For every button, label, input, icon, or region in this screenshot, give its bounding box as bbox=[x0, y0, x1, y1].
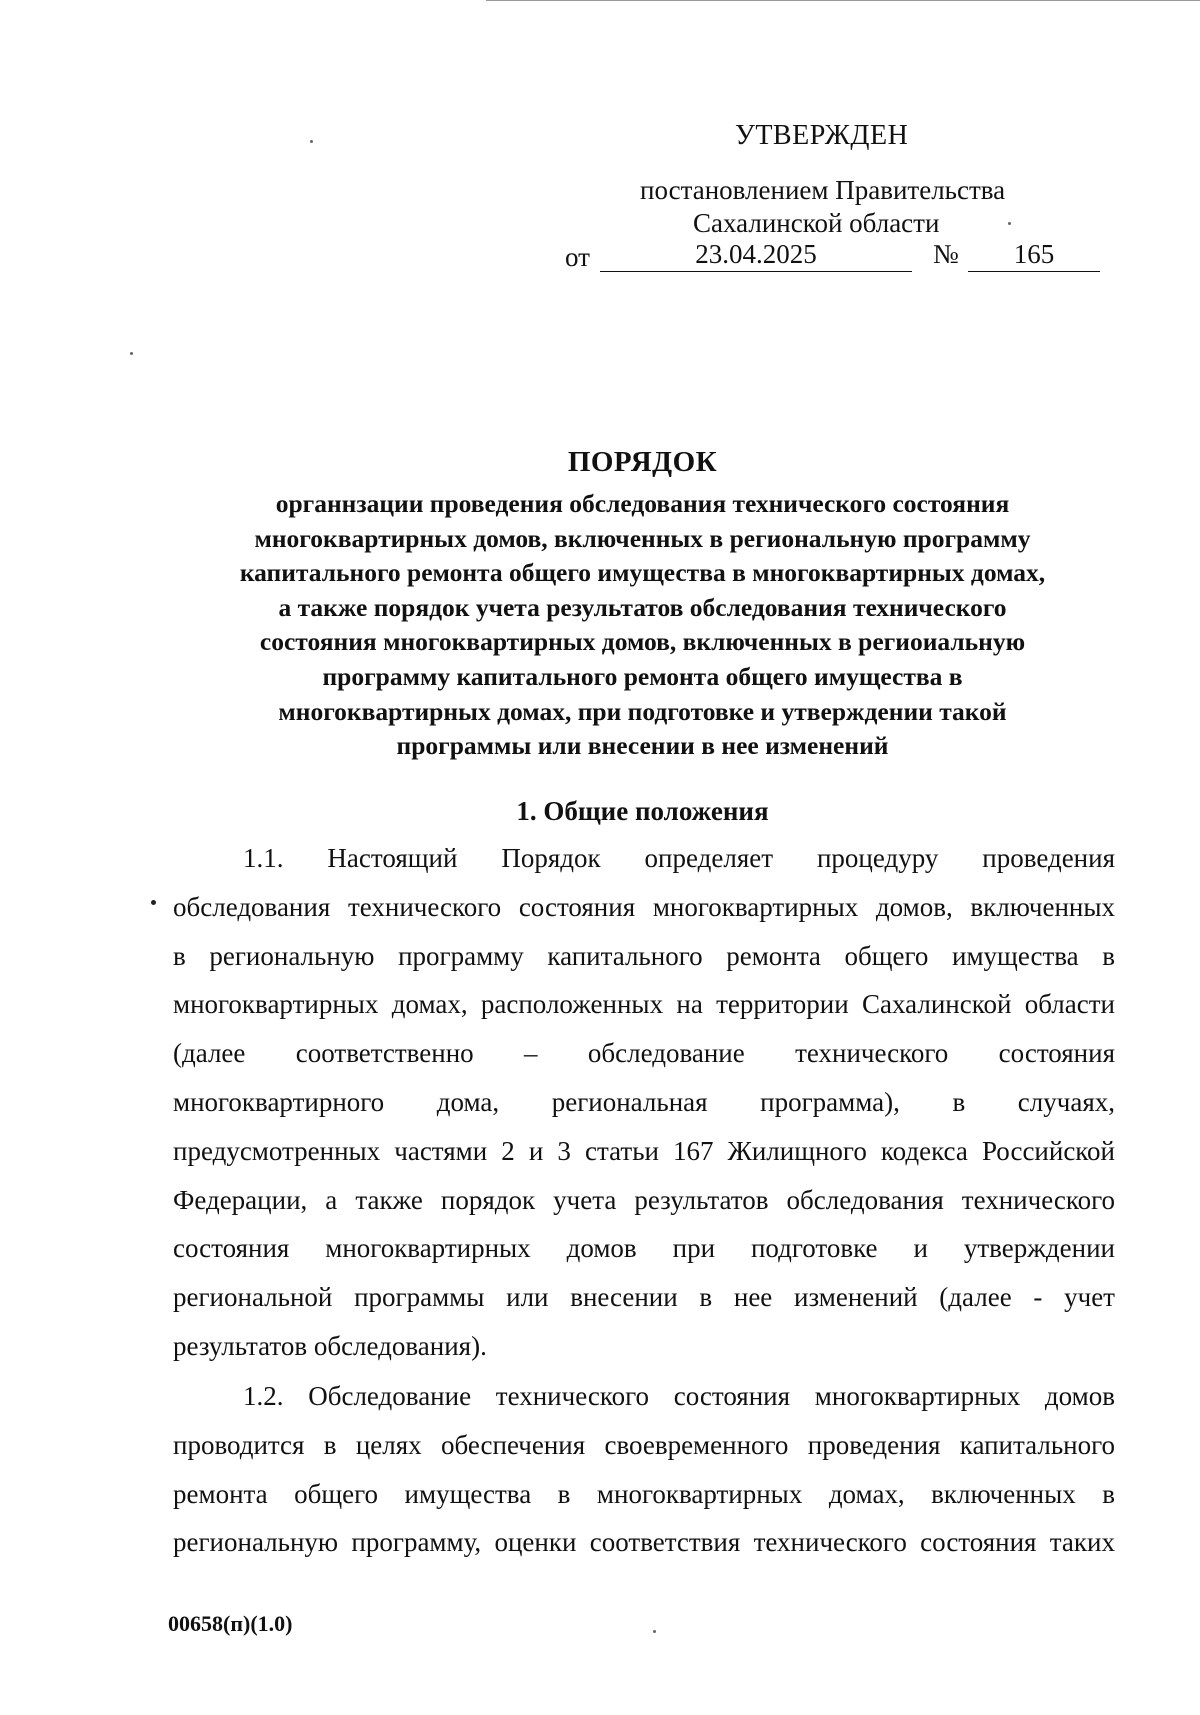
subtitle-line: программы или внесении в нее изменений bbox=[396, 731, 889, 761]
paragraph-line: проводится в целях обеспечения своевременного проведения капитального bbox=[173, 1429, 1115, 1460]
subtitle-line: многоквартирных домах, при подготовке и утверждении такой bbox=[278, 696, 1007, 726]
paragraph-line: 1.1. Настоящий Порядок определяет процедуру проведения bbox=[243, 843, 1115, 873]
scan-speck bbox=[151, 900, 156, 905]
document-code: 00658(п)(1.0) bbox=[168, 1611, 293, 1636]
approval-line-2: Сахалинской области bbox=[693, 208, 940, 238]
document-title-block bbox=[170, 446, 1115, 764]
scan-edge-line bbox=[486, 0, 1200, 1]
subtitle-line: капитального ремонта общего имущества в многоквартирных домах, bbox=[239, 558, 1046, 588]
paragraph-line: региональной программы или внесении в нее изменений (далее - учет bbox=[173, 1282, 1115, 1313]
subtitle-line: а также порядок учета результатов обследования технического bbox=[278, 592, 1007, 622]
scan-speck bbox=[1008, 222, 1011, 225]
subtitle-line: программу капитального ремонта общего имущества в bbox=[322, 661, 963, 691]
subtitle-line: органнзации проведения обследования технического состояния bbox=[275, 489, 1010, 518]
paragraph-1-1 bbox=[173, 834, 1115, 1371]
paragraph-line: результатов обследования). bbox=[173, 1330, 487, 1361]
subtitle-line: многоквартирных домов, включенных в региональную программу bbox=[254, 523, 1031, 553]
subtitle-line: состояния многоквартирных домов, включенных в региоиальную bbox=[259, 627, 1026, 657]
paragraph-line: в региональную программу капитального ремонта общего имущества в bbox=[173, 940, 1115, 971]
paragraph-line: состояния многоквартирных домов при подготовке и утверждении bbox=[173, 1233, 1115, 1264]
from-label: от bbox=[565, 242, 590, 272]
paragraph-1-2 bbox=[173, 1372, 1115, 1567]
approved-label: УТВЕРЖДЕН bbox=[735, 120, 909, 151]
paragraph-line: (далее соответственно – обследование технического состояния bbox=[173, 1038, 1115, 1069]
paragraph-line: Федерации, а также порядок учета результатов обследования технического bbox=[173, 1184, 1115, 1215]
section-heading: 1. Общие положения bbox=[516, 796, 769, 826]
paragraph-line: предусмотренных частями 2 и 3 статьи 167 Жилищного кодекса Российской bbox=[173, 1135, 1115, 1166]
number-label: № bbox=[933, 239, 959, 269]
resolution-number: 165 bbox=[968, 239, 1100, 272]
paragraph-line: ремонта общего имущества в многоквартирных домах, включенных в bbox=[173, 1478, 1115, 1509]
paragraph-line: региональную программу, оценки соответствия технического состояния таких bbox=[173, 1527, 1115, 1558]
paragraph-line: обследования технического состояния многоквартирных домов, включенных bbox=[173, 891, 1115, 922]
document-title: ПОРЯДОК bbox=[567, 446, 718, 478]
scan-speck bbox=[130, 352, 133, 355]
paragraph-line: многоквартирного дома, региональная программа), в случаях, bbox=[173, 1086, 1115, 1117]
approval-date-row bbox=[560, 239, 1120, 275]
resolution-date: 23.04.2025 bbox=[600, 239, 912, 272]
scan-speck bbox=[653, 1630, 656, 1633]
paragraph-line: 1.2. Обследование технического состояния многоквартирных домов bbox=[243, 1381, 1115, 1411]
paragraph-line: многоквартирных домах, расположенных на территории Сахалинской области bbox=[173, 989, 1115, 1020]
scan-speck bbox=[310, 140, 313, 143]
approval-line-1: постановлением Правительства bbox=[640, 175, 1006, 205]
